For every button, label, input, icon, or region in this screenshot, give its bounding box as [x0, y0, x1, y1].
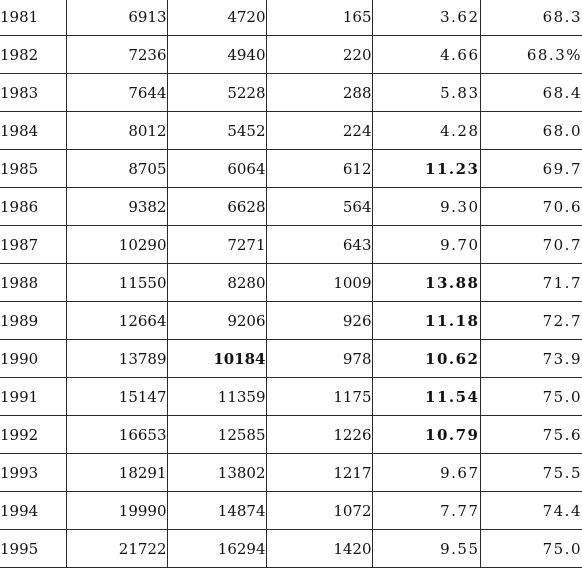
- year-cell: 1986: [0, 188, 66, 226]
- value-cell-col3: 6064: [167, 150, 266, 188]
- value-cell-col5: 10.79: [372, 416, 480, 454]
- value-cell-col4: 1226: [266, 416, 372, 454]
- table-row: [0, 378, 582, 416]
- value-cell-col2: 12664: [66, 302, 167, 340]
- value-cell-col2: 8012: [66, 112, 167, 150]
- value-cell-col3: 9206: [167, 302, 266, 340]
- value-cell-col2: 21722: [66, 530, 167, 568]
- value-cell-col4: 612: [266, 150, 372, 188]
- value-cell-col5: 11.54: [372, 378, 480, 416]
- year-cell: 1995: [0, 530, 66, 568]
- year-cell: 1992: [0, 416, 66, 454]
- value-cell-col6: 73.9: [480, 340, 582, 378]
- value-cell-col2: 7644: [66, 74, 167, 112]
- value-cell-col5: 9.30: [372, 188, 480, 226]
- year-cell: 1985: [0, 150, 66, 188]
- value-cell-col4: 1420: [266, 530, 372, 568]
- value-cell-col5: 13.88: [372, 264, 480, 302]
- value-cell-col2: 10290: [66, 226, 167, 264]
- table-row: [0, 492, 582, 530]
- value-cell-col5: 10.62: [372, 340, 480, 378]
- value-cell-col6: 74.4: [480, 492, 582, 530]
- value-cell-col2: 19990: [66, 492, 167, 530]
- value-cell-col3: 8280: [167, 264, 266, 302]
- table-row: [0, 264, 582, 302]
- value-cell-col3: 5452: [167, 112, 266, 150]
- value-cell-col4: 165: [266, 0, 372, 36]
- table-row: [0, 150, 582, 188]
- table-row: [0, 302, 582, 340]
- value-cell-col6: 70.6: [480, 188, 582, 226]
- value-cell-col6: 70.7: [480, 226, 582, 264]
- table-row: [0, 226, 582, 264]
- value-cell-col6: 75.0: [480, 378, 582, 416]
- value-cell-col5: 3.62: [372, 0, 480, 36]
- year-cell: 1989: [0, 302, 66, 340]
- year-cell: 1982: [0, 36, 66, 74]
- value-cell-col2: 15147: [66, 378, 167, 416]
- value-cell-col6: 71.7: [480, 264, 582, 302]
- value-cell-col5: 9.70: [372, 226, 480, 264]
- value-cell-col4: 1072: [266, 492, 372, 530]
- table-row: [0, 0, 582, 36]
- value-cell-col5: 11.23: [372, 150, 480, 188]
- value-cell-col2: 6913: [66, 0, 167, 36]
- value-cell-col6: 68.3: [480, 0, 582, 36]
- year-cell: 1993: [0, 454, 66, 492]
- year-cell: 1991: [0, 378, 66, 416]
- value-cell-col3: 16294: [167, 530, 266, 568]
- value-cell-col4: 978: [266, 340, 372, 378]
- value-cell-col3: 5228: [167, 74, 266, 112]
- value-cell-col5: 11.18: [372, 302, 480, 340]
- value-cell-col4: 1217: [266, 454, 372, 492]
- value-cell-col4: 643: [266, 226, 372, 264]
- value-cell-col4: 1009: [266, 264, 372, 302]
- value-cell-col4: 926: [266, 302, 372, 340]
- value-cell-col6: 72.7: [480, 302, 582, 340]
- table-row: [0, 188, 582, 226]
- value-cell-col5: 7.77: [372, 492, 480, 530]
- year-cell: 1984: [0, 112, 66, 150]
- value-cell-col4: 220: [266, 36, 372, 74]
- year-cell: 1981: [0, 0, 66, 36]
- value-cell-col2: 13789: [66, 340, 167, 378]
- table-row: [0, 112, 582, 150]
- value-cell-col2: 9382: [66, 188, 167, 226]
- year-cell: 1994: [0, 492, 66, 530]
- value-cell-col2: 16653: [66, 416, 167, 454]
- value-cell-col3: 4940: [167, 36, 266, 74]
- year-cell: 1987: [0, 226, 66, 264]
- value-cell-col6: 75.5: [480, 454, 582, 492]
- value-cell-col6: 75.0: [480, 530, 582, 568]
- value-cell-col2: 7236: [66, 36, 167, 74]
- value-cell-col3: 7271: [167, 226, 266, 264]
- table-row: [0, 74, 582, 112]
- value-cell-col4: 288: [266, 74, 372, 112]
- value-cell-col6: 68.0: [480, 112, 582, 150]
- value-cell-col3: 10184: [167, 340, 266, 378]
- value-cell-col6: 75.6: [480, 416, 582, 454]
- value-cell-col5: 9.67: [372, 454, 480, 492]
- value-cell-col4: 564: [266, 188, 372, 226]
- value-cell-col6: 68.4: [480, 74, 582, 112]
- value-cell-col5: 4.28: [372, 112, 480, 150]
- value-cell-col3: 6628: [167, 188, 266, 226]
- table-row: [0, 454, 582, 492]
- value-cell-col2: 8705: [66, 150, 167, 188]
- value-cell-col4: 224: [266, 112, 372, 150]
- value-cell-col6: 68.3%: [480, 36, 582, 74]
- year-cell: 1983: [0, 74, 66, 112]
- value-cell-col2: 11550: [66, 264, 167, 302]
- value-cell-col3: 14874: [167, 492, 266, 530]
- value-cell-col5: 5.83: [372, 74, 480, 112]
- year-cell: 1988: [0, 264, 66, 302]
- value-cell-col3: 11359: [167, 378, 266, 416]
- value-cell-col3: 12585: [167, 416, 266, 454]
- value-cell-col2: 18291: [66, 454, 167, 492]
- value-cell-col6: 69.7: [480, 150, 582, 188]
- value-cell-col4: 1175: [266, 378, 372, 416]
- value-cell-col3: 4720: [167, 0, 266, 36]
- year-cell: 1990: [0, 340, 66, 378]
- value-cell-col3: 13802: [167, 454, 266, 492]
- value-cell-col5: 4.66: [372, 36, 480, 74]
- table-row: [0, 340, 582, 378]
- value-cell-col5: 9.55: [372, 530, 480, 568]
- table-row: [0, 416, 582, 454]
- table-row: [0, 36, 582, 74]
